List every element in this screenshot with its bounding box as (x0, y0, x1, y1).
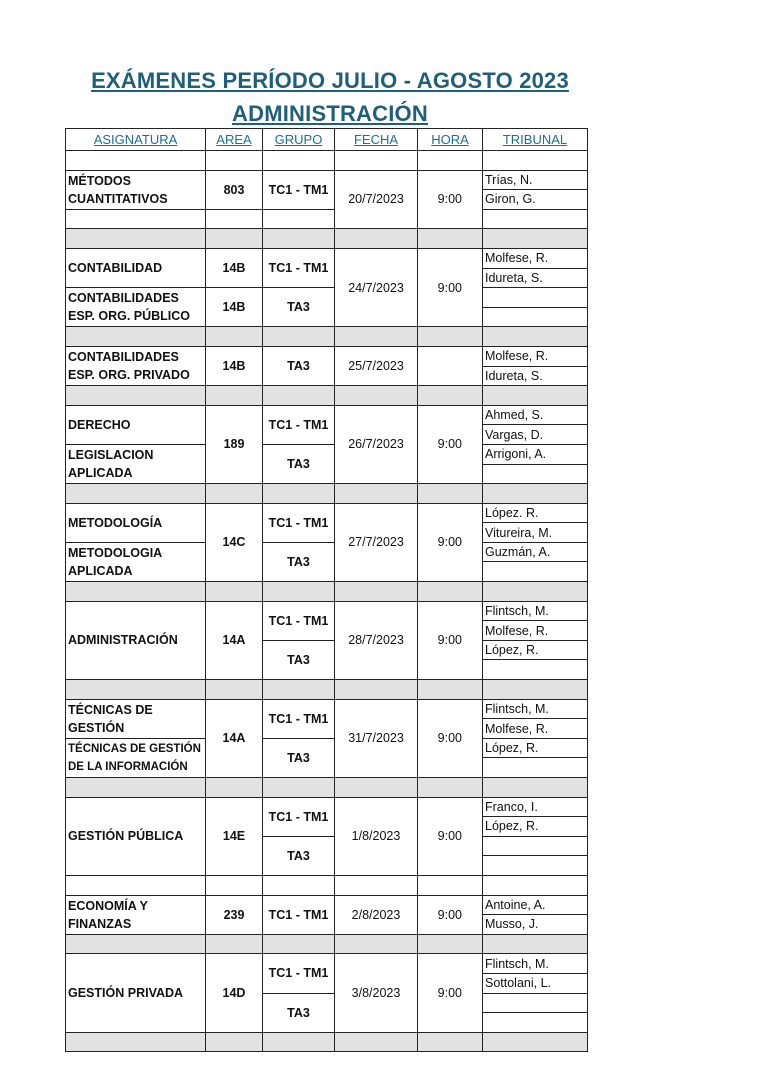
subject-name: GESTIÓN PRIVADA (66, 954, 206, 1032)
table-row (66, 405, 588, 425)
page-subtitle: ADMINISTRACIÓN (232, 101, 428, 126)
tribunal-member: Idureta, S. (483, 366, 588, 386)
area-cell: 14B (206, 248, 263, 287)
tribunal-member: Vitureira, M. (483, 523, 588, 543)
date-cell: 3/8/2023 (335, 954, 418, 1032)
separator-row (66, 680, 588, 700)
table-row (66, 699, 588, 719)
separator-row (66, 934, 588, 954)
time-cell: 9:00 (418, 248, 483, 326)
time-cell: 9:00 (418, 503, 483, 581)
separator-row (66, 778, 588, 798)
group-cell: TC1 - TM1 (263, 503, 335, 542)
subject-name: ADMINISTRACIÓN (66, 601, 206, 679)
tribunal-member: Molfese, R. (483, 248, 588, 268)
subject-name: MÉTODOS CUANTITATIVOS (66, 170, 206, 209)
time-cell: 9:00 (418, 601, 483, 679)
group-cell: TA3 (263, 836, 335, 875)
separator-row (66, 229, 588, 249)
tribunal-member: Ahmed, S. (483, 405, 588, 425)
table-row (66, 346, 588, 366)
group-cell: TA3 (263, 640, 335, 679)
date-cell: 27/7/2023 (335, 503, 418, 581)
subject-name: TÉCNICAS DE GESTIÓN (66, 699, 206, 738)
area-cell: 239 (206, 895, 263, 934)
table-row (66, 288, 588, 308)
subject-name: GESTIÓN PÚBLICA (66, 797, 206, 875)
table-header-row (66, 129, 588, 151)
group-cell: TC1 - TM1 (263, 170, 335, 209)
area-cell: 14C (206, 503, 263, 581)
group-cell: TC1 - TM1 (263, 954, 335, 993)
date-cell: 25/7/2023 (335, 346, 418, 385)
area-cell: 189 (206, 405, 263, 483)
date-cell: 26/7/2023 (335, 405, 418, 483)
tribunal-member: López, R. (483, 640, 588, 660)
area-cell: 14A (206, 699, 263, 777)
tribunal-member: Flintsch, M. (483, 601, 588, 621)
date-cell: 20/7/2023 (335, 170, 418, 229)
header-asignatura: ASIGNATURA (66, 129, 206, 151)
header-area: AREA (206, 129, 263, 151)
table-row (66, 601, 588, 621)
tribunal-member: López, R. (483, 817, 588, 837)
header-grupo: GRUPO (263, 129, 335, 151)
subject-name: LEGISLACION APLICADA (66, 444, 206, 483)
tribunal-member: Guzmán, A. (483, 542, 588, 562)
time-cell: 9:00 (418, 699, 483, 777)
group-cell: TC1 - TM1 (263, 601, 335, 640)
subject-name: TÉCNICAS DE GESTIÓN DE LA INFORMACIÓN (66, 738, 206, 777)
area-cell: 803 (206, 170, 263, 209)
group-cell: TC1 - TM1 (263, 248, 335, 287)
table-row (66, 248, 588, 268)
table-row (66, 170, 588, 190)
tribunal-member: Trías, N. (483, 170, 588, 190)
area-cell: 14B (206, 288, 263, 327)
area-cell: 14D (206, 954, 263, 1032)
tribunal-member: Vargas, D. (483, 425, 588, 445)
group-cell: TA3 (263, 542, 335, 581)
time-cell (418, 346, 483, 385)
table-row (66, 954, 588, 974)
blank-row (66, 151, 588, 171)
date-cell: 2/8/2023 (335, 895, 418, 934)
tribunal-member: Musso, J. (483, 915, 588, 935)
group-cell: TA3 (263, 738, 335, 777)
area-cell: 14E (206, 797, 263, 875)
group-cell: TC1 - TM1 (263, 797, 335, 836)
tribunal-member: Flintsch, M. (483, 699, 588, 719)
separator-row (66, 386, 588, 406)
separator-row (66, 1032, 588, 1052)
table-row (66, 209, 588, 229)
tribunal-member: Flintsch, M. (483, 954, 588, 974)
group-cell: TA3 (263, 346, 335, 385)
time-cell: 9:00 (418, 954, 483, 1032)
table-row (66, 503, 588, 523)
group-cell: TA3 (263, 288, 335, 327)
date-cell: 24/7/2023 (335, 248, 418, 326)
time-cell: 9:00 (418, 797, 483, 875)
tribunal-member: Antoine, A. (483, 895, 588, 915)
tribunal-member: López. R. (483, 503, 588, 523)
subject-name: CONTABILIDADES ESP. ORG. PÚBLICO (66, 288, 206, 327)
subject-name: CONTABILIDADES ESP. ORG. PRIVADO (66, 346, 206, 385)
tribunal-member: Franco, I. (483, 797, 588, 817)
date-cell: 31/7/2023 (335, 699, 418, 777)
tribunal-member: Arrigoni, A. (483, 444, 588, 464)
header-hora: HORA (418, 129, 483, 151)
tribunal-member: Idureta, S. (483, 268, 588, 288)
tribunal-member: Molfese, R. (483, 719, 588, 739)
tribunal-member: López, R. (483, 738, 588, 758)
table-row (66, 797, 588, 817)
separator-row (66, 327, 588, 347)
page-title: EXÁMENES PERÍODO JULIO - AGOSTO 2023 (91, 68, 569, 93)
area-cell: 14B (206, 346, 263, 385)
tribunal-member: Giron, G. (483, 190, 588, 210)
group-cell: TC1 - TM1 (263, 405, 335, 444)
header-tribunal: TRIBUNAL (483, 129, 588, 151)
blank-row (66, 875, 588, 895)
group-cell: TA3 (263, 444, 335, 483)
tribunal-member: Sottolani, L. (483, 973, 588, 993)
area-cell: 14A (206, 601, 263, 679)
subject-name: CONTABILIDAD (66, 248, 206, 287)
time-cell: 9:00 (418, 405, 483, 483)
table-row (66, 542, 588, 562)
time-cell: 9:00 (418, 895, 483, 934)
tribunal-member: Molfese, R. (483, 346, 588, 366)
tribunal-member: Molfese, R. (483, 621, 588, 641)
group-cell: TC1 - TM1 (263, 895, 335, 934)
subject-name: DERECHO (66, 405, 206, 444)
date-cell: 1/8/2023 (335, 797, 418, 875)
separator-row (66, 484, 588, 504)
subject-name: METODOLOGÍA (66, 503, 206, 542)
date-cell: 28/7/2023 (335, 601, 418, 679)
table-row (66, 738, 588, 758)
exam-schedule-table (65, 128, 588, 1052)
subject-name: METODOLOGIA APLICADA (66, 542, 206, 581)
table-row (66, 444, 588, 464)
group-cell: TA3 (263, 993, 335, 1032)
group-cell: TC1 - TM1 (263, 699, 335, 738)
subject-name: ECONOMÍA Y FINANZAS (66, 895, 206, 934)
separator-row (66, 582, 588, 602)
table-row (66, 895, 588, 915)
time-cell: 9:00 (418, 170, 483, 229)
header-fecha: FECHA (335, 129, 418, 151)
